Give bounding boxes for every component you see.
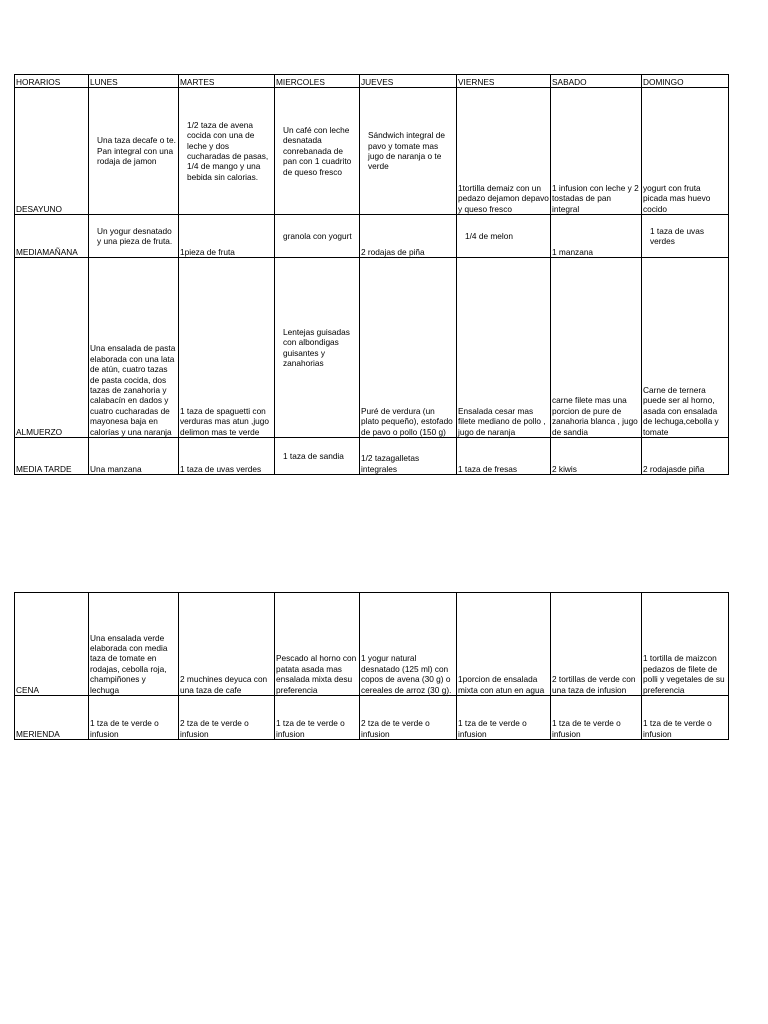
row-label: MEDIAMAÑANA xyxy=(15,215,89,258)
meal-cell: 1/2 tazagalletas integrales xyxy=(360,438,457,475)
header-horarios: HORARIOS xyxy=(15,75,89,88)
meal-cell: 2 kiwis xyxy=(551,438,642,475)
meal-cell: 1 tza de te verde o infusion xyxy=(551,696,642,740)
row-cena xyxy=(15,593,729,696)
meal-cell: 1 taza de spaguetti con verduras mas atun ,jugo delimon mas te verde xyxy=(179,258,275,438)
meal-cell: Pescado al horno con patata asada mas ensalada mixta desu preferencia xyxy=(275,593,360,696)
meal-cell: 1porcion de ensalada mixta con atun en agua xyxy=(457,593,551,696)
row-label: CENA xyxy=(15,593,89,696)
meal-plan-table-top xyxy=(14,74,729,475)
meal-cell: 2 rodajasde piña xyxy=(642,438,729,475)
meal-cell: carne filete mas una porcion de pure de zanahoria blanca , jugo de sandia xyxy=(551,258,642,438)
meal-cell: Una taza decafe o te. Pan integral con una rodaja de jamon xyxy=(89,88,179,215)
row-label: MEDIA TARDE xyxy=(15,438,89,475)
header-row xyxy=(15,75,729,88)
meal-cell: 1 taza de sandia xyxy=(275,438,360,475)
meal-cell: Una ensalada de pasta elaborada con una lata de atún, cuatro tazas de pasta cocida, dos tazas de zanahoria y calabacín en dados y cuatro cucharadas de mayonesa baja en calorías y una naranja xyxy=(89,258,179,438)
meal-cell: 1 tortilla de maizcon pedazos de filete de polli y vegetales de su preferencia xyxy=(642,593,729,696)
meal-cell: 1 infusion con leche y 2 tostadas de pan integral xyxy=(551,88,642,215)
header-lunes: LUNES xyxy=(89,75,179,88)
header-viernes: VIERNES xyxy=(457,75,551,88)
header-martes: MARTES xyxy=(179,75,275,88)
meal-cell: 1/2 taza de avena cocida con una de leche y dos cucharadas de pasas, 1/4 de mango y una bebida sin calorias. xyxy=(179,88,275,215)
meal-cell: 1 manzana xyxy=(551,215,642,258)
meal-cell: Un yogur desnatado y una pieza de fruta. xyxy=(89,215,179,258)
header-jueves: JUEVES xyxy=(360,75,457,88)
row-almuerzo xyxy=(15,258,729,438)
meal-cell: Una ensalada verde elaborada con media taza de tomate en rodajas, cebolla roja, champiñones y lechuga xyxy=(89,593,179,696)
row-label: DESAYUNO xyxy=(15,88,89,215)
meal-cell: 1 tza de te verde o infusion xyxy=(457,696,551,740)
meal-cell: Lentejas guisadas con albondigas guisantes y zanahorias xyxy=(275,258,360,438)
meal-cell: 1 yogur natural desnatado (125 ml) con copos de avena (30 g) o cereales de arroz (30 g). xyxy=(360,593,457,696)
meal-cell: granola con yogurt xyxy=(275,215,360,258)
header-domingo: DOMINGO xyxy=(642,75,729,88)
meal-cell: 2 tortillas de verde con una taza de infusion xyxy=(551,593,642,696)
meal-cell: 1 tza de te verde o infusion xyxy=(89,696,179,740)
meal-cell: 1tortilla demaiz con un pedazo dejamon depavo y queso fresco xyxy=(457,88,551,215)
meal-cell: 1 tza de te verde o infusion xyxy=(642,696,729,740)
meal-cell: 2 muchines deyuca con una taza de cafe xyxy=(179,593,275,696)
meal-cell: 2 rodajas de piña xyxy=(360,215,457,258)
row-desayuno xyxy=(15,88,729,215)
header-miercoles: MIERCOLES xyxy=(275,75,360,88)
row-label: MERIENDA xyxy=(15,696,89,740)
meal-cell: 1 taza de fresas xyxy=(457,438,551,475)
meal-cell: Ensalada cesar mas filete mediano de pollo , jugo de naranja xyxy=(457,258,551,438)
row-label: ALMUERZO xyxy=(15,258,89,438)
meal-cell: 1 tza de te verde o infusion xyxy=(275,696,360,740)
row-merienda xyxy=(15,696,729,740)
meal-plan-table-bottom xyxy=(14,592,729,740)
meal-cell: 1 taza de uvas verdes xyxy=(179,438,275,475)
meal-cell: 1/4 de melon xyxy=(457,215,551,258)
meal-cell: 2 tza de te verde o infusion xyxy=(179,696,275,740)
meal-cell: Un café con leche desnatada conrebanada de pan con 1 cuadrito de queso fresco xyxy=(275,88,360,215)
meal-cell: 2 tza de te verde o infusion xyxy=(360,696,457,740)
row-mediatarde xyxy=(15,438,729,475)
meal-cell: yogurt con fruta picada mas huevo cocido xyxy=(642,88,729,215)
row-mediamanana xyxy=(15,215,729,258)
meal-cell: Sándwich integral de pavo y tomate mas jugo de naranja o te verde xyxy=(360,88,457,215)
header-sabado: SABADO xyxy=(551,75,642,88)
meal-cell: Puré de verdura (un plato pequeño), estofado de pavo o pollo (150 g) xyxy=(360,258,457,438)
meal-cell: Carne de ternera puede ser al horno, asada con ensalada de lechuga,cebolla y tomate xyxy=(642,258,729,438)
meal-cell: 1pieza de fruta xyxy=(179,215,275,258)
meal-cell: Una manzana xyxy=(89,438,179,475)
meal-cell: 1 taza de uvas verdes xyxy=(642,215,729,258)
